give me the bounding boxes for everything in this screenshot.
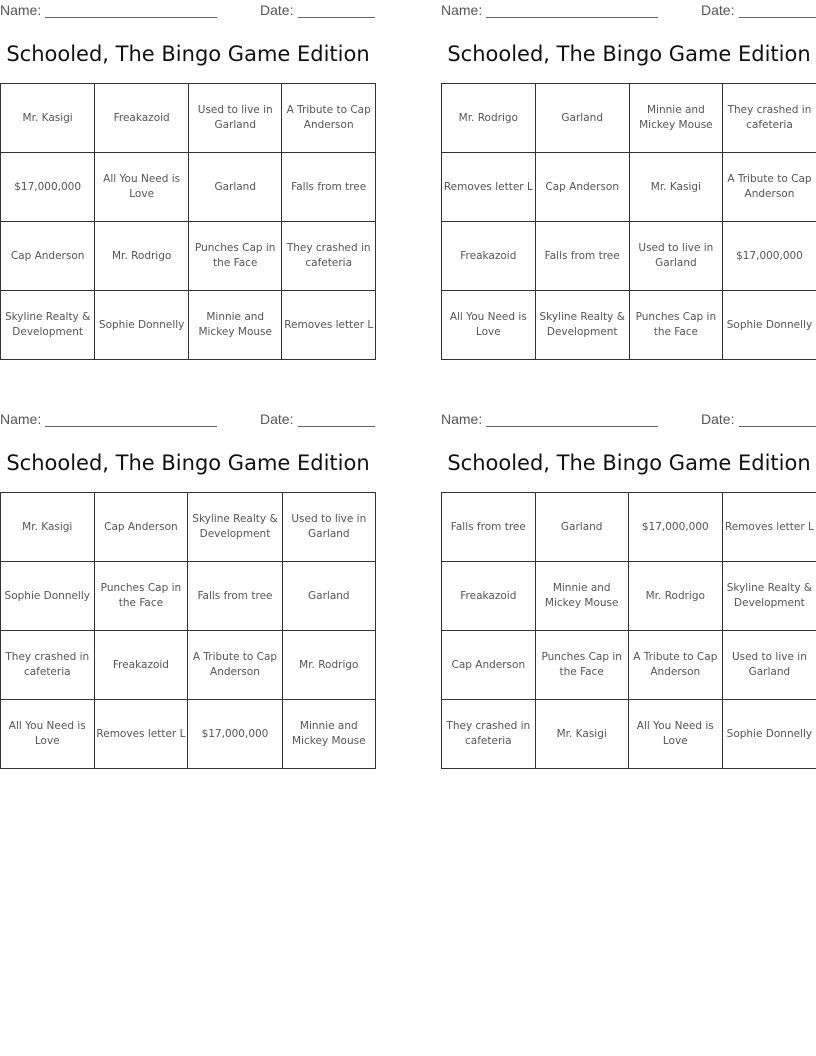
bingo-cell: Minnie and Mickey Mouse bbox=[282, 700, 375, 769]
bingo-grid bbox=[441, 492, 816, 769]
bingo-cell: They crashed in cafeteria bbox=[722, 84, 816, 153]
bingo-cell: Removes letter L bbox=[282, 291, 376, 360]
bingo-cell: All You Need is Love bbox=[95, 153, 189, 222]
bingo-cell: Sophie Donnelly bbox=[1, 562, 95, 631]
grid-row bbox=[442, 222, 816, 291]
name-label: Name: bbox=[0, 411, 42, 427]
grid-row bbox=[1, 631, 376, 700]
bingo-cell: Used to live in Garland bbox=[282, 493, 375, 562]
bingo-cell: Mr. Kasigi bbox=[629, 153, 722, 222]
bingo-cell: Removes letter L bbox=[722, 493, 816, 562]
date-label: Date: bbox=[701, 2, 735, 18]
bingo-cell: Cap Anderson bbox=[442, 631, 536, 700]
bingo-cell: Mr. Kasigi bbox=[535, 700, 628, 769]
bingo-cell: Mr. Rodrigo bbox=[95, 222, 189, 291]
grid-row bbox=[442, 291, 816, 360]
bingo-cell: A Tribute to Cap Anderson bbox=[628, 631, 722, 700]
bingo-cell: Minnie and Mickey Mouse bbox=[535, 562, 628, 631]
bingo-cell: They crashed in cafeteria bbox=[442, 700, 536, 769]
bingo-cell: Garland bbox=[189, 153, 282, 222]
grid-row bbox=[442, 562, 816, 631]
name-blank-line bbox=[486, 17, 658, 18]
bingo-cell: Punches Cap in the Face bbox=[189, 222, 282, 291]
bingo-cell: Used to live in Garland bbox=[189, 84, 282, 153]
bingo-cell: $17,000,000 bbox=[722, 222, 816, 291]
bingo-cell: A Tribute to Cap Anderson bbox=[282, 84, 376, 153]
bingo-cell: Skyline Realty & Development bbox=[535, 291, 629, 360]
bingo-cell: Removes letter L bbox=[442, 153, 536, 222]
bingo-cell: Freakazoid bbox=[442, 562, 536, 631]
bingo-cell: All You Need is Love bbox=[1, 700, 95, 769]
card-title: Schooled, The Bingo Game Edition bbox=[447, 451, 811, 475]
grid-row bbox=[442, 493, 816, 562]
bingo-cell: Sophie Donnelly bbox=[722, 700, 816, 769]
date-label: Date: bbox=[260, 411, 294, 427]
date-blank-line bbox=[739, 17, 816, 18]
bingo-cell: Skyline Realty & Development bbox=[1, 291, 95, 360]
bingo-cell: $17,000,000 bbox=[628, 493, 722, 562]
bingo-cell: They crashed in cafeteria bbox=[282, 222, 376, 291]
bingo-cell: Freakazoid bbox=[94, 631, 188, 700]
bingo-cell: Mr. Rodrigo bbox=[442, 84, 536, 153]
bingo-cell: Freakazoid bbox=[95, 84, 189, 153]
bingo-cell: Freakazoid bbox=[442, 222, 536, 291]
grid-row bbox=[1, 493, 376, 562]
bingo-cell: Mr. Kasigi bbox=[1, 84, 95, 153]
bingo-cell: Sophie Donnelly bbox=[722, 291, 816, 360]
name-date-row bbox=[0, 2, 376, 20]
bingo-cell: Punches Cap in the Face bbox=[94, 562, 188, 631]
bingo-cell: Skyline Realty & Development bbox=[188, 493, 282, 562]
bingo-cell: Garland bbox=[535, 84, 629, 153]
bingo-cell: $17,000,000 bbox=[188, 700, 282, 769]
bingo-cell: All You Need is Love bbox=[442, 291, 536, 360]
bingo-cell: Falls from tree bbox=[442, 493, 536, 562]
grid-row bbox=[1, 700, 376, 769]
name-blank-line bbox=[486, 426, 658, 427]
bingo-grid bbox=[0, 83, 376, 360]
card-title: Schooled, The Bingo Game Edition bbox=[6, 451, 370, 475]
name-label: Name: bbox=[441, 411, 483, 427]
bingo-cell: Minnie and Mickey Mouse bbox=[189, 291, 282, 360]
date-blank-line bbox=[739, 426, 816, 427]
grid-row bbox=[1, 291, 376, 360]
date-blank-line bbox=[298, 426, 375, 427]
bingo-cell: Skyline Realty & Development bbox=[722, 562, 816, 631]
grid-row bbox=[1, 84, 376, 153]
bingo-cell: Punches Cap in the Face bbox=[629, 291, 722, 360]
name-label: Name: bbox=[0, 2, 42, 18]
bingo-cell: $17,000,000 bbox=[1, 153, 95, 222]
grid-row bbox=[442, 631, 816, 700]
bingo-cell: Used to live in Garland bbox=[629, 222, 722, 291]
name-blank-line bbox=[45, 17, 217, 18]
date-label: Date: bbox=[260, 2, 294, 18]
bingo-cell: Mr. Kasigi bbox=[1, 493, 95, 562]
name-label: Name: bbox=[441, 2, 483, 18]
bingo-cell: A Tribute to Cap Anderson bbox=[722, 153, 816, 222]
bingo-cell: Sophie Donnelly bbox=[95, 291, 189, 360]
bingo-cell: Falls from tree bbox=[188, 562, 282, 631]
bingo-cell: A Tribute to Cap Anderson bbox=[188, 631, 282, 700]
bingo-cell: Used to live in Garland bbox=[722, 631, 816, 700]
card-title: Schooled, The Bingo Game Edition bbox=[6, 42, 370, 66]
grid-row bbox=[1, 222, 376, 291]
bingo-grid bbox=[0, 492, 376, 769]
bingo-cell: Falls from tree bbox=[535, 222, 629, 291]
bingo-cell: Cap Anderson bbox=[1, 222, 95, 291]
grid-row bbox=[442, 700, 816, 769]
name-date-row bbox=[441, 2, 816, 20]
bingo-cell: Garland bbox=[535, 493, 628, 562]
name-date-row bbox=[441, 411, 816, 429]
bingo-cell: Minnie and Mickey Mouse bbox=[629, 84, 722, 153]
grid-row bbox=[442, 84, 816, 153]
bingo-cell: Mr. Rodrigo bbox=[628, 562, 722, 631]
date-label: Date: bbox=[701, 411, 735, 427]
name-blank-line bbox=[45, 426, 217, 427]
bingo-cell: They crashed in cafeteria bbox=[1, 631, 95, 700]
bingo-cell: Removes letter L bbox=[94, 700, 188, 769]
grid-row bbox=[442, 153, 816, 222]
grid-row bbox=[1, 153, 376, 222]
bingo-grid bbox=[441, 83, 816, 360]
bingo-cell: All You Need is Love bbox=[628, 700, 722, 769]
bingo-cell: Punches Cap in the Face bbox=[535, 631, 628, 700]
name-date-row bbox=[0, 411, 376, 429]
bingo-cell: Cap Anderson bbox=[94, 493, 188, 562]
date-blank-line bbox=[298, 17, 375, 18]
bingo-cell: Mr. Rodrigo bbox=[282, 631, 375, 700]
bingo-cell: Cap Anderson bbox=[535, 153, 629, 222]
grid-row bbox=[1, 562, 376, 631]
bingo-cell: Falls from tree bbox=[282, 153, 376, 222]
card-title: Schooled, The Bingo Game Edition bbox=[447, 42, 811, 66]
bingo-cell: Garland bbox=[282, 562, 375, 631]
